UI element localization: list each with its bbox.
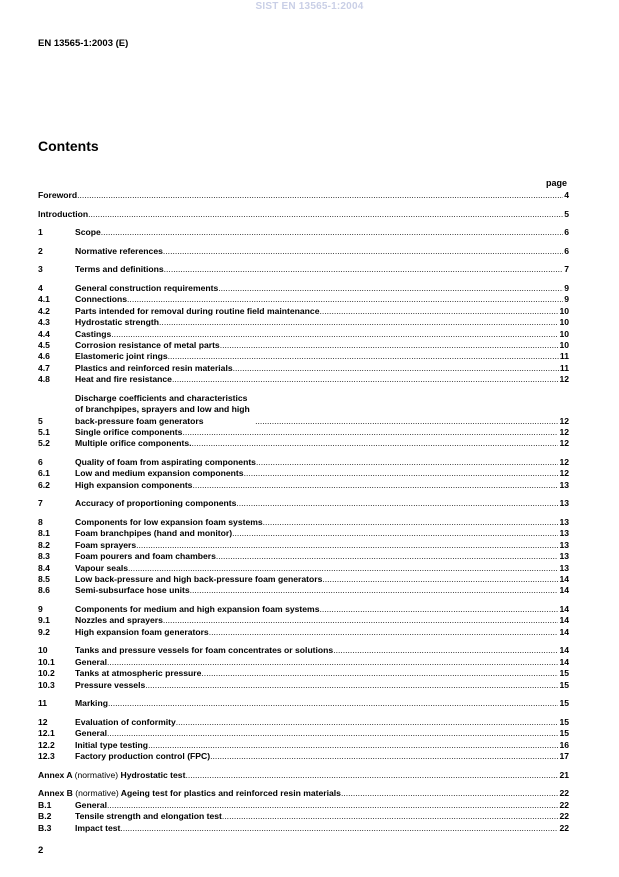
- toc-entry-number: 11: [38, 698, 48, 709]
- dot-leader: [111, 329, 558, 340]
- toc-entry-title: Nozzles and sprayers: [75, 615, 163, 626]
- toc-entry[interactable]: [38, 427, 569, 438]
- toc-entry-number: 9.2: [38, 626, 50, 637]
- dot-leader: [182, 427, 558, 438]
- toc-entry[interactable]: [38, 751, 569, 762]
- toc-entry[interactable]: [38, 340, 569, 351]
- dot-leader: [136, 540, 558, 551]
- toc-entry-page: 14: [559, 656, 569, 667]
- toc-entry-page: 14: [559, 604, 569, 615]
- dot-leader: [168, 351, 559, 362]
- dot-leader: [236, 498, 558, 509]
- toc-entry-title: Parts intended for removal during routine field maintenance: [75, 305, 320, 316]
- dot-leader: [108, 698, 558, 709]
- toc-entry-page: 15: [559, 716, 569, 727]
- toc-entry-title: Semi-subsurface hose units: [75, 585, 190, 596]
- toc-entry[interactable]: [38, 363, 569, 374]
- toc-entry-title: Tanks and pressure vessels for foam concentrates or solutions: [75, 645, 334, 656]
- toc-entry-page: 13: [559, 551, 569, 562]
- toc-entry-title: General: [75, 799, 108, 810]
- toc-entry-page: 14: [559, 574, 569, 585]
- dot-leader: [233, 363, 559, 374]
- table-of-contents: [38, 190, 569, 834]
- toc-entry[interactable]: [38, 627, 569, 638]
- toc-entry[interactable]: [38, 209, 569, 220]
- toc-entry-page: 11: [559, 362, 569, 373]
- toc-entry-title: Discharge coefficients and characteristics of branchpipes, sprayers and low and high back-pressure foam generators: [75, 392, 250, 426]
- toc-entry[interactable]: [38, 740, 569, 751]
- toc-entry-number: 10: [38, 645, 48, 656]
- toc-entry[interactable]: [38, 438, 569, 449]
- toc-entry-number: 2: [38, 245, 43, 256]
- toc-entry[interactable]: [38, 698, 569, 709]
- toc-entry-page: 6: [564, 245, 569, 256]
- footer-page-number: 2: [38, 845, 44, 856]
- toc-entry-number: 10.2: [38, 668, 55, 679]
- toc-entry-number: 8.6: [38, 585, 50, 596]
- toc-entry-number: 6.1: [38, 468, 50, 479]
- toc-entry-number: 8: [38, 517, 43, 528]
- dot-leader: [255, 416, 558, 427]
- toc-entry-number: 10.1: [38, 656, 55, 667]
- toc-entry-page: 15: [559, 668, 569, 679]
- dot-leader: [101, 227, 563, 238]
- toc-entry[interactable]: [38, 811, 569, 822]
- toc-entry-number: 8.1: [38, 528, 50, 539]
- toc-entry-number: 6: [38, 457, 43, 468]
- dot-leader: [263, 517, 559, 528]
- dot-leader: [127, 294, 563, 305]
- toc-entry-number: 4.5: [38, 340, 50, 350]
- toc-entry-page: 10: [559, 328, 569, 339]
- annex-label: Annex B: [38, 788, 73, 799]
- dot-leader: [192, 438, 559, 449]
- toc-entry[interactable]: [38, 329, 569, 340]
- toc-entry-page: 13: [559, 517, 569, 528]
- toc-entry-page: 15: [559, 679, 569, 690]
- toc-entry-number: 9.1: [38, 615, 50, 626]
- toc-entry-title: Corrosion resistance of metal parts: [75, 340, 220, 350]
- toc-entry-page: 11: [559, 351, 569, 362]
- toc-entry-page: 12: [559, 374, 569, 385]
- toc-entry-title: Accuracy of proportioning components: [75, 498, 237, 509]
- toc-entry[interactable]: [38, 468, 569, 479]
- dot-leader: [163, 615, 559, 626]
- toc-entry[interactable]: [38, 645, 569, 656]
- toc-entry-number: 4.6: [38, 351, 50, 362]
- toc-entry[interactable]: [38, 770, 569, 781]
- toc-entry-page: 9: [564, 282, 569, 293]
- dot-leader: [163, 246, 563, 257]
- dot-leader: [107, 657, 558, 668]
- dot-leader: [320, 306, 559, 317]
- toc-entry-title: Marking: [75, 698, 108, 709]
- toc-entry-title: Ageing test for plastics and reinforced resin materials: [120, 788, 341, 799]
- toc-entry-number: 4.4: [38, 328, 50, 339]
- toc-entry-page: 12: [559, 438, 569, 449]
- toc-entry[interactable]: [38, 615, 569, 626]
- toc-entry-title: Components for medium and high expansion foam systems: [75, 604, 320, 615]
- toc-entry-title: General: [75, 728, 108, 739]
- toc-entry-number: B.3: [38, 822, 52, 833]
- toc-entry-number: 7: [38, 498, 43, 509]
- toc-entry-title: Factory production control (FPC): [75, 751, 211, 762]
- dot-leader: [209, 627, 559, 638]
- toc-entry[interactable]: [38, 480, 569, 491]
- toc-entry-title: Foam pourers and foam chambers: [75, 551, 216, 562]
- toc-entry-page: 13: [559, 479, 569, 490]
- toc-entry-number: 12.1: [38, 728, 55, 739]
- toc-entry-number: 8.4: [38, 562, 50, 573]
- toc-entry[interactable]: [38, 551, 569, 562]
- toc-entry-title: Low and medium expansion components: [75, 468, 244, 479]
- toc-entry-title: Terms and definitions: [75, 264, 164, 275]
- document-id: EN 13565-1:2003 (E): [38, 38, 129, 49]
- dot-leader: [319, 604, 558, 615]
- dot-leader: [341, 788, 558, 799]
- toc-entry-number: 4.1: [38, 294, 50, 305]
- toc-entry-number: B.1: [38, 799, 52, 810]
- toc-entry-title: Foam sprayers: [75, 539, 137, 550]
- toc-entry-page: 12: [559, 457, 569, 468]
- dot-leader: [88, 209, 563, 220]
- toc-entry[interactable]: [38, 498, 569, 509]
- dot-leader: [120, 823, 558, 834]
- toc-entry-number: 5.1: [38, 427, 50, 438]
- toc-entry-title: Introduction: [38, 208, 89, 219]
- toc-entry-number: 12.3: [38, 751, 55, 762]
- dot-leader: [128, 563, 558, 574]
- toc-entry[interactable]: [38, 574, 569, 585]
- toc-entry-number: 1: [38, 227, 43, 238]
- toc-entry[interactable]: [38, 680, 569, 691]
- toc-entry[interactable]: [38, 800, 569, 811]
- dot-leader: [172, 374, 558, 385]
- toc-entry-page: 14: [559, 645, 569, 656]
- toc-entry[interactable]: [38, 517, 569, 528]
- dot-leader: [333, 645, 558, 656]
- dot-leader: [107, 728, 558, 739]
- toc-entry[interactable]: [38, 788, 569, 799]
- annex-note: (normative): [74, 769, 119, 780]
- toc-entry-title: Elastomeric joint rings: [75, 351, 168, 362]
- toc-entry-number: 8.2: [38, 539, 50, 550]
- dot-leader: [107, 800, 558, 811]
- toc-entry-page: 22: [559, 811, 569, 822]
- toc-entry-number: 10.3: [38, 679, 55, 690]
- toc-entry-title: Plastics and reinforced resin materials: [75, 362, 233, 373]
- toc-entry-title: Evaluation of conformity: [75, 716, 176, 727]
- toc-entry-title: Castings: [75, 328, 112, 339]
- toc-entry-page: 14: [559, 626, 569, 637]
- annex-label: Annex A: [38, 769, 73, 780]
- toc-entry-page: 10: [559, 305, 569, 316]
- toc-entry[interactable]: [38, 717, 569, 728]
- page-column-label: page: [545, 178, 567, 188]
- toc-entry[interactable]: [38, 657, 569, 668]
- dot-leader: [201, 668, 558, 679]
- toc-entry-page: 22: [559, 799, 569, 810]
- watermark: SIST EN 13565-1:2004: [255, 1, 364, 12]
- toc-entry[interactable]: [38, 393, 569, 427]
- toc-entry[interactable]: [38, 351, 569, 362]
- dot-leader: [192, 480, 558, 491]
- toc-entry-page: 14: [559, 615, 569, 626]
- toc-entry-page: 12: [559, 427, 569, 438]
- toc-entry-title: General: [75, 656, 108, 667]
- toc-entry-title: Foreword: [38, 190, 78, 200]
- toc-entry[interactable]: [38, 227, 569, 238]
- toc-entry-number: 9: [38, 604, 43, 615]
- toc-entry-page: 22: [559, 822, 569, 833]
- toc-entry[interactable]: [38, 540, 569, 551]
- dot-leader: [77, 190, 563, 201]
- toc-entry-page: 17: [559, 751, 569, 762]
- toc-entry-title: Initial type testing: [75, 739, 149, 750]
- toc-entry-page: 12: [559, 468, 569, 479]
- dot-leader: [185, 770, 558, 781]
- toc-entry[interactable]: [38, 283, 569, 294]
- toc-entry-page: 13: [559, 498, 569, 509]
- toc-entry-number: 4.2: [38, 305, 50, 316]
- toc-entry-page: 15: [559, 698, 569, 709]
- toc-entry[interactable]: [38, 306, 569, 317]
- dot-leader: [210, 751, 558, 762]
- dot-leader: [322, 574, 558, 585]
- toc-entry-number: 8.3: [38, 551, 50, 562]
- toc-entry[interactable]: [38, 246, 569, 257]
- dot-leader: [244, 468, 559, 479]
- toc-entry-title: Normative references: [75, 245, 163, 256]
- toc-entry-number: 4.8: [38, 374, 50, 385]
- toc-entry-page: 9: [564, 294, 569, 305]
- toc-entry-title: Impact test: [75, 822, 121, 833]
- toc-entry-number: 12: [38, 716, 48, 727]
- toc-entry-title: Low back-pressure and high back-pressure foam generators: [75, 574, 323, 585]
- toc-entry-number: 4.7: [38, 362, 50, 373]
- toc-entry-page: 14: [559, 585, 569, 596]
- dot-leader: [232, 528, 558, 539]
- dot-leader: [190, 585, 559, 596]
- toc-entry-title: Pressure vessels: [75, 679, 146, 690]
- toc-entry[interactable]: [38, 457, 569, 468]
- toc-entry[interactable]: [38, 823, 569, 834]
- toc-entry-title: Single orifice components: [75, 427, 183, 438]
- toc-entry-number: 12.2: [38, 739, 55, 750]
- toc-entry-page: 10: [559, 340, 569, 350]
- toc-entry-page: 6: [564, 227, 569, 238]
- toc-entry[interactable]: [38, 528, 569, 539]
- toc-entry-page: 10: [559, 317, 569, 328]
- toc-entry[interactable]: [38, 728, 569, 739]
- toc-entry-number: 3: [38, 264, 43, 275]
- toc-entry-title: Tanks at atmospheric pressure: [75, 668, 202, 679]
- toc-entry-page: 16: [559, 739, 569, 750]
- toc-entry-title: Hydrostatic strength: [75, 317, 160, 328]
- toc-entry-number: 5: [38, 415, 43, 426]
- toc-entry[interactable]: [38, 604, 569, 615]
- toc-entry[interactable]: [38, 294, 569, 305]
- dot-leader: [164, 264, 564, 275]
- toc-entry-page: 13: [559, 528, 569, 539]
- toc-entry-title: Connections: [75, 294, 128, 305]
- toc-entry-page: 21: [559, 769, 569, 780]
- toc-entry-page: 7: [564, 264, 569, 275]
- toc-entry-title: High expansion foam generators: [75, 626, 209, 637]
- toc-entry[interactable]: [38, 317, 569, 328]
- toc-entry-number: 5.2: [38, 438, 50, 449]
- toc-entry-page: 4: [564, 190, 569, 200]
- dot-leader: [145, 680, 558, 691]
- dot-leader: [222, 811, 559, 822]
- toc-entry-title: General construction requirements: [75, 282, 219, 293]
- toc-entry-title: Tensile strength and elongation test: [75, 811, 222, 822]
- toc-entry-page: 5: [564, 208, 569, 219]
- toc-entry-title: Hydrostatic test: [120, 769, 186, 780]
- toc-entry-number: 4: [38, 282, 43, 293]
- annex-note: (normative): [75, 788, 119, 799]
- toc-entry[interactable]: [38, 264, 569, 275]
- toc-entry[interactable]: [38, 585, 569, 596]
- toc-entry-page: 22: [559, 788, 569, 799]
- toc-entry-title: Components for low expansion foam systems: [75, 517, 263, 528]
- toc-entry-page: 12: [559, 415, 569, 426]
- toc-entry-title: Quality of foam from aspirating components: [75, 457, 256, 468]
- toc-entry-number: 4.3: [38, 317, 50, 328]
- dot-leader: [256, 457, 558, 468]
- toc-entry-number: 8.5: [38, 574, 50, 585]
- dot-leader: [148, 740, 558, 751]
- toc-entry[interactable]: [38, 374, 569, 385]
- dot-leader: [220, 340, 559, 351]
- toc-entry[interactable]: [38, 668, 569, 679]
- toc-entry-title: Multiple orifice components.: [75, 438, 192, 449]
- dot-leader: [159, 317, 558, 328]
- toc-entry-number: 6.2: [38, 479, 50, 490]
- toc-entry[interactable]: [38, 190, 569, 201]
- toc-entry-page: 13: [559, 562, 569, 573]
- toc-entry-title: High expansion components: [75, 479, 193, 490]
- toc-entry-title: Heat and fire resistance: [75, 374, 172, 385]
- page-title: Contents: [38, 138, 99, 154]
- toc-entry-page: 13: [559, 539, 569, 550]
- toc-entry-title: Scope: [75, 227, 101, 238]
- toc-entry-page: 15: [559, 728, 569, 739]
- dot-leader: [176, 717, 559, 728]
- toc-entry[interactable]: [38, 563, 569, 574]
- dot-leader: [218, 283, 563, 294]
- toc-entry-title: Foam branchpipes (hand and monitor): [75, 528, 233, 539]
- toc-entry-title: Vapour seals: [75, 562, 129, 573]
- toc-entry-number: B.2: [38, 811, 52, 822]
- dot-leader: [216, 551, 559, 562]
